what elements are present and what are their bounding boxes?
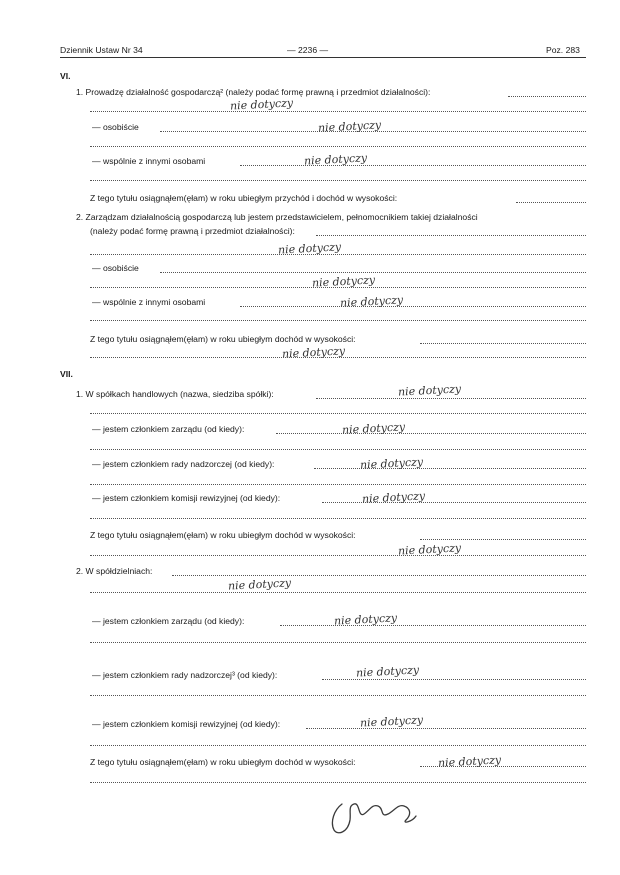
vi-1-personal-handwritten: nie dotyczy <box>317 118 382 135</box>
vii-2-audit-label: — jestem członkiem komisji rewizyjnej (od kiedy): <box>92 719 281 729</box>
vi-2-personal-line-2 <box>90 287 586 288</box>
vii-1-board-handwritten: nie dotyczy <box>341 420 406 437</box>
vii-2-supervisory-label: — jestem członkiem rady nadzorczej³ (od kiedy): <box>92 670 278 680</box>
vii-1-answer-line-2 <box>90 413 586 414</box>
vi-2-joint-handwritten: nie dotyczy <box>339 293 404 310</box>
vii-2-board-handwritten: nie dotyczy <box>333 611 398 628</box>
vii-1-board-label: — jestem członkiem zarządu (od kiedy): <box>92 424 245 434</box>
vi-2-income-handwritten: nie dotyczy <box>281 344 346 361</box>
vi-2-answer-line <box>316 235 586 236</box>
vii-2-supervisory-handwritten: nie dotyczy <box>355 663 420 680</box>
vi-1-joint-label: — wspólnie z innymi osobami <box>92 156 206 166</box>
vii-1-answer-line <box>316 398 586 399</box>
vii-1-supervisory-line-2 <box>90 484 586 485</box>
vii-1-income-label: Z tego tytułu osiągnąłem(ęłam) w roku ubiegłym dochód w wysokości: <box>90 530 356 540</box>
vi-1-personal-line-2 <box>90 146 586 147</box>
vii-1-income-line-2 <box>90 555 586 556</box>
vii-2-audit-line-2 <box>90 745 586 746</box>
vii-2-income-handwritten: nie dotyczy <box>437 753 502 770</box>
vi-2-question-line2: (należy podać formę prawną i przedmiot działalności): <box>90 226 295 236</box>
header-rule <box>60 57 586 58</box>
vii-1-question: 1. W spółkach handlowych (nazwa, siedziba spółki): <box>76 389 274 399</box>
vii-1-board-line-2 <box>90 449 586 450</box>
vi-1-income-line <box>516 202 586 203</box>
vi-2-income-line <box>420 343 586 344</box>
vi-1-answer-line <box>508 96 586 97</box>
vii-2-supervisory-line-2 <box>90 695 586 696</box>
journal-name: Dziennik Ustaw Nr 34 <box>60 45 143 55</box>
vii-1-supervisory-label: — jestem członkiem rady nadzorczej (od kiedy): <box>92 459 275 469</box>
vii-2-answer-line <box>172 575 586 576</box>
vii-1-audit-handwritten: nie dotyczy <box>361 489 426 506</box>
vii-2-income-label: Z tego tytułu osiągnąłem(ęłam) w roku ubiegłym dochód w wysokości: <box>90 757 356 767</box>
vi-2-question-line1: 2. Zarządzam działalnością gospodarczą lub jestem przedstawicielem, pełnomocnikiem takiej działalności <box>76 212 478 222</box>
vi-2-joint-line-2 <box>90 320 586 321</box>
vii-2-question: 2. W spółdzielniach: <box>76 566 153 576</box>
signature <box>320 792 440 842</box>
vii-1-audit-line-2 <box>90 518 586 519</box>
vi-1-joint-handwritten: nie dotyczy <box>303 151 368 168</box>
vi-2-answer-line-2 <box>90 254 586 255</box>
vii-2-board-line <box>280 625 586 626</box>
vii-1-handwritten: nie dotyczy <box>397 382 462 399</box>
vii-2-income-line-2 <box>90 782 586 783</box>
vi-2-personal-label: — osobiście <box>92 263 139 273</box>
vi-2-income-line-2 <box>90 357 586 358</box>
vii-1-income-handwritten: nie dotyczy <box>397 541 462 558</box>
vi-2-joint-label: — wspólnie z innymi osobami <box>92 297 206 307</box>
vi-1-personal-label: — osobiście <box>92 122 139 132</box>
vii-2-audit-line <box>306 728 586 729</box>
vi-1-joint-line <box>240 165 586 166</box>
vii-2-board-line-2 <box>90 642 586 643</box>
vi-2-handwritten: nie dotyczy <box>277 240 342 257</box>
vi-1-question: 1. Prowadzę działalność gospodarczą² (należy podać formę prawną i przedmiot działalności): <box>76 87 431 97</box>
vii-1-supervisory-handwritten: nie dotyczy <box>359 455 424 472</box>
vii-1-income-line <box>420 539 586 540</box>
position-number: Poz. 283 <box>546 45 580 55</box>
vii-2-answer-line-2 <box>90 592 586 593</box>
vi-1-joint-line-2 <box>90 180 586 181</box>
section-vii-title: VII. <box>60 369 73 379</box>
vi-2-income-label: Z tego tytułu osiągnąłem(ęłam) w roku ubiegłym dochód w wysokości: <box>90 334 356 344</box>
vii-2-board-label: — jestem członkiem zarządu (od kiedy): <box>92 616 245 626</box>
vi-1-answer-line-2 <box>90 111 586 112</box>
vi-2-personal-handwritten: nie dotyczy <box>311 273 376 290</box>
vii-2-handwritten: nie dotyczy <box>227 576 292 593</box>
page-number: — 2236 — <box>287 45 329 55</box>
vi-1-handwritten: nie dotyczy <box>229 96 294 113</box>
vi-1-income-label: Z tego tytułu osiągnąłem(ęłam) w roku ubiegłym przychód i dochód w wysokości: <box>90 193 398 203</box>
vi-2-joint-line <box>240 306 586 307</box>
vii-1-audit-label: — jestem członkiem komisji rewizyjnej (od kiedy): <box>92 493 281 503</box>
vii-1-board-line <box>276 433 586 434</box>
vii-1-supervisory-line <box>314 468 586 469</box>
section-vi-title: VI. <box>60 71 71 81</box>
vii-2-audit-handwritten: nie dotyczy <box>359 713 424 730</box>
